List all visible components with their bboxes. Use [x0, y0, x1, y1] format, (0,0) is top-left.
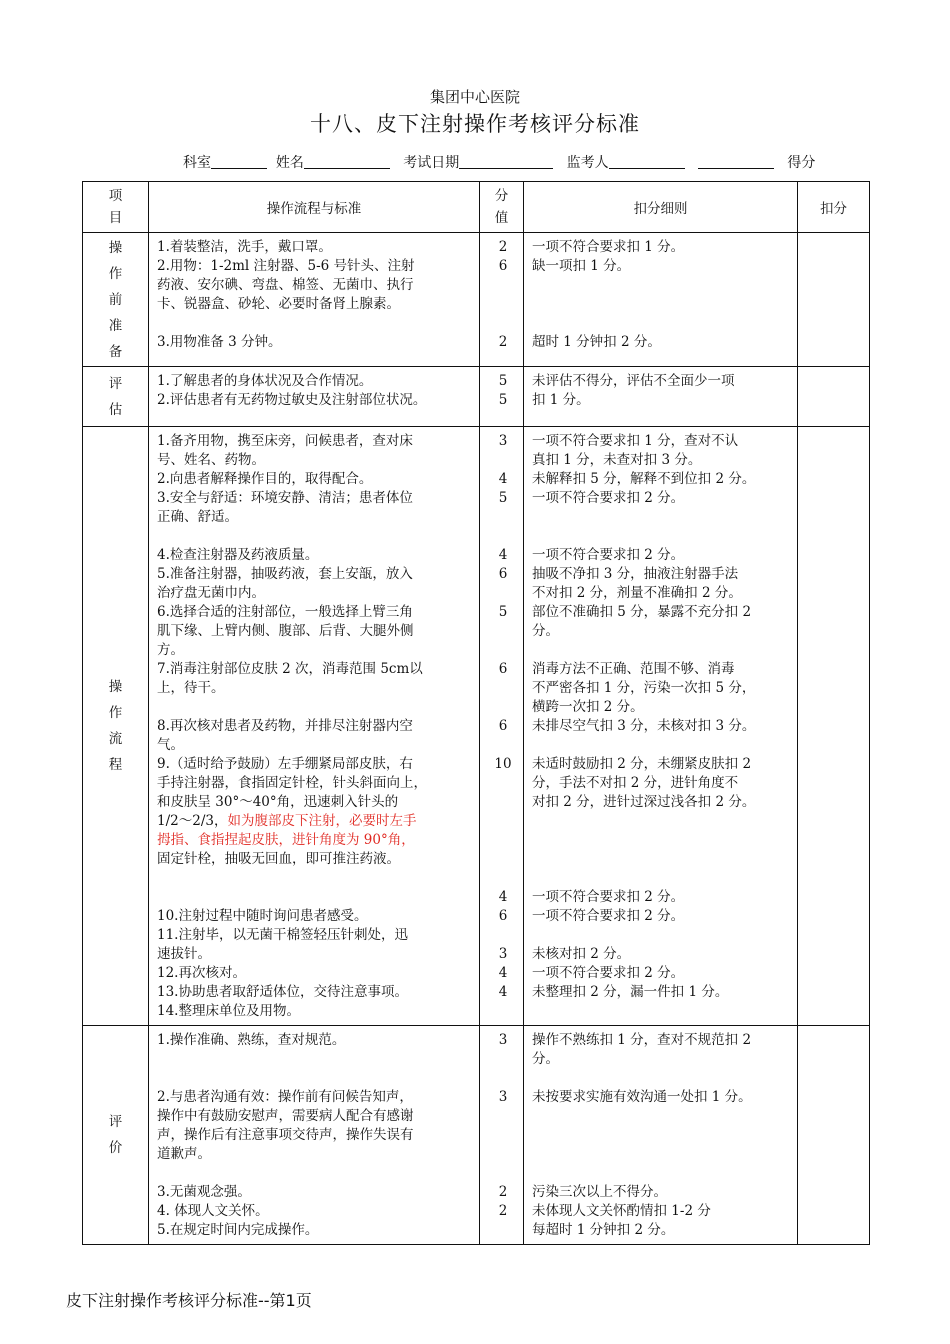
procedure-line: 方。 — [157, 642, 184, 658]
scoring-table — [82, 181, 870, 1245]
deduction-rule-line: 分，手法不对扣 2 分，进针角度不 — [532, 775, 739, 791]
score-value: 10 — [494, 756, 512, 772]
deduction-rule-cell — [524, 367, 798, 427]
score-value: 5 — [498, 604, 508, 620]
deduction-rule-line: 超时 1 分钟扣 2 分。 — [532, 334, 661, 350]
procedure-line: 10.注射过程中随时询问患者感受。 — [157, 908, 368, 924]
procedure-line: 9.（适时给予鼓励）左手绷紧局部皮肤，右 — [157, 756, 413, 772]
deduction-rule-line: 一项不符合要求扣 2 分。 — [532, 965, 685, 981]
deduction-rule-line: 扣 1 分。 — [532, 392, 590, 408]
deduction-rule-line: 抽吸不净扣 3 分，抽液注射器手法 — [532, 566, 739, 582]
table-header-row — [83, 182, 870, 233]
exam-date-label: 考试日期 — [403, 155, 460, 171]
section-row — [83, 427, 870, 1026]
deduction-rule-line: 一项不符合要求扣 1 分。 — [532, 239, 685, 255]
procedure-line: 14.整理床单位及用物。 — [157, 1003, 300, 1019]
procedure-line: 2.用物：1-2ml 注射器、5-6 号针头、注射 — [157, 258, 415, 274]
score-value: 4 — [498, 547, 508, 563]
score-label: 得分 — [787, 155, 816, 171]
section-row — [83, 367, 870, 427]
score-value: 3 — [498, 1089, 508, 1105]
exam-date-blank[interactable] — [459, 154, 553, 169]
procedure-line: 1/2～2/3，如为腹部皮下注射，必要时左手 — [157, 813, 417, 829]
section-category: 评估 — [83, 367, 149, 427]
section-category: 评价 — [83, 1026, 149, 1245]
deduction-rule-cell — [524, 233, 798, 367]
score-value: 2 — [498, 1203, 508, 1219]
col-deduction-rules: 扣分细则 — [524, 182, 798, 233]
section-category: 操作流程 — [83, 427, 149, 1026]
procedure-line: 卡、锐器盒、砂轮、必要时备肾上腺素。 — [157, 296, 400, 312]
col-item: 项目 — [83, 182, 149, 233]
procedure-line: 1.备齐用物，携至床旁，问候患者，查对床 — [157, 433, 413, 449]
deduction-rule-line: 部位不准确扣 5 分，暴露不充分扣 2 — [532, 604, 752, 620]
procedure-line: 1.着装整洁，洗手，戴口罩。 — [157, 239, 332, 255]
deduction-rule-line: 对扣 2 分，进针过深过浅各扣 2 分。 — [532, 794, 756, 810]
procedure-line: 3.无菌观念强。 — [157, 1184, 251, 1200]
deduction-rule-cell — [524, 1026, 798, 1245]
name-label: 姓名 — [275, 155, 304, 171]
score-value: 4 — [498, 965, 508, 981]
score-value: 5 — [498, 392, 508, 408]
deduction-rule-line: 未体现人文关怀酌情扣 1-2 分 — [532, 1203, 711, 1219]
section-row — [83, 1026, 870, 1245]
procedure-line: 2.向患者解释操作目的，取得配合。 — [157, 471, 373, 487]
deduction-rule-line: 一项不符合要求扣 2 分。 — [532, 490, 685, 506]
score-value: 6 — [498, 908, 508, 924]
deduction-rule-line: 未适时鼓励扣 2 分，未绷紧皮肤扣 2 — [532, 756, 752, 772]
deduction-rule-line: 一项不符合要求扣 2 分。 — [532, 547, 685, 563]
deduction-input-cell[interactable] — [798, 233, 870, 367]
department-label: 科室 — [183, 155, 211, 171]
deduction-rule-line: 分。 — [532, 623, 559, 639]
highlight-note: 如为腹部皮下注射，必要时左手 — [227, 813, 417, 829]
deduction-rule-line: 未按要求实施有效沟通一处扣 1 分。 — [532, 1089, 752, 1105]
procedure-line: 5.准备注射器，抽吸药液，套上安瓿，放入 — [157, 566, 413, 582]
col-score: 分值 — [480, 182, 524, 233]
procedure-line: 4.检查注射器及药液质量。 — [157, 547, 319, 563]
score-value: 2 — [498, 334, 508, 350]
procedure-line: 号、姓名、药物。 — [157, 452, 265, 468]
deduction-rule-line: 污染三次以上不得分。 — [532, 1184, 667, 1200]
deduction-rule-line: 未评估不得分，评估不全面少一项 — [532, 373, 735, 389]
procedure-line: 1.了解患者的身体状况及合作情况。 — [157, 373, 373, 389]
deduction-input-cell[interactable] — [798, 367, 870, 427]
score-value: 4 — [498, 889, 508, 905]
deduction-rule-cell — [524, 427, 798, 1026]
name-blank[interactable] — [304, 154, 390, 169]
deduction-rule-line: 消毒方法不正确、范围不够、消毒 — [532, 661, 735, 677]
score-value: 4 — [498, 984, 508, 1000]
procedure-line: 5.在规定时间内完成操作。 — [157, 1222, 319, 1238]
deduction-rule-line: 分。 — [532, 1051, 559, 1067]
procedure-line: 操作中有鼓励安慰声，需要病人配合有感谢 — [157, 1108, 414, 1124]
score-value: 6 — [498, 566, 508, 582]
procedure-cell — [149, 233, 480, 367]
procedure-line: 3.用物准备 3 分钟。 — [157, 334, 282, 350]
deduction-rule-line: 不对扣 2 分，剂量不准确扣 2 分。 — [532, 585, 742, 601]
deduction-rule-line: 未核对扣 2 分。 — [532, 946, 631, 962]
score-value: 4 — [498, 471, 508, 487]
procedure-line: 4. 体现人文关怀。 — [157, 1203, 269, 1219]
procedure-line: 2.评估患者有无药物过敏史及注射部位状况。 — [157, 392, 427, 408]
procedure-line: 8.再次核对患者及药物，并排尽注射器内空 — [157, 718, 413, 734]
procedure-line: 气。 — [157, 737, 184, 753]
deduction-rule-line: 每超时 1 分钟扣 2 分。 — [532, 1222, 675, 1238]
procedure-line: 手持注射器，食指固定针栓，针头斜面向上， — [157, 775, 427, 791]
procedure-cell — [149, 427, 480, 1026]
procedure-line: 声，操作后有注意事项交待声，操作失误有 — [157, 1127, 414, 1143]
procedure-line: 12.再次核对。 — [157, 965, 246, 981]
deduction-rule-line: 未整理扣 2 分，漏一件扣 1 分。 — [532, 984, 729, 1000]
procedure-line: 上，待干。 — [157, 680, 225, 696]
score-cell — [480, 427, 524, 1026]
hospital-name: 集团中心医院 — [429, 88, 520, 106]
score-cell — [480, 367, 524, 427]
score-value: 3 — [498, 1032, 508, 1048]
page-title: 十八、皮下注射操作考核评分标准 — [310, 112, 640, 136]
deduction-rule-line: 未解释扣 5 分，解释不到位扣 2 分。 — [532, 471, 756, 487]
procedure-line: 和皮肤呈 30°～40°角，迅速刺入针头的 — [157, 794, 399, 810]
procedure-line: 肌下缘、上臂内侧、腹部、后背、大腿外侧 — [157, 623, 414, 639]
section-row — [83, 233, 870, 367]
procedure-cell — [149, 367, 480, 427]
proctor-blank[interactable] — [609, 154, 685, 169]
score-value: 6 — [498, 661, 508, 677]
deduction-rule-line: 横跨一次扣 2 分。 — [532, 699, 644, 715]
score-value: 3 — [498, 946, 508, 962]
deduction-rule-line: 一项不符合要求扣 1 分，查对不认 — [532, 433, 739, 449]
procedure-line: 11.注射毕，以无菌干棉签轻压针刺处，迅 — [157, 927, 408, 943]
procedure-line: 速拔针。 — [157, 946, 211, 962]
score-value: 5 — [498, 490, 508, 506]
procedure-line: 道歉声。 — [157, 1146, 211, 1162]
procedure-line: 13.协助患者取舒适体位，交待注意事项。 — [157, 984, 408, 1000]
extra-blank[interactable] — [698, 154, 774, 169]
score-value: 5 — [498, 373, 508, 389]
page-footer: 皮下注射操作考核评分标准--第1页 — [66, 1291, 312, 1310]
deduction-input-cell[interactable] — [798, 427, 870, 1026]
proctor-label: 监考人 — [566, 155, 609, 171]
procedure-line: 1.操作准确、熟练，查对规范。 — [157, 1032, 346, 1048]
procedure-line: 药液、安尔碘、弯盘、棉签、无菌巾、执行 — [157, 277, 414, 293]
score-value: 6 — [498, 258, 508, 274]
procedure-line: 2.与患者沟通有效：操作前有问候告知声， — [157, 1089, 413, 1105]
procedure-cell — [149, 1026, 480, 1245]
deduction-rule-line: 未排尽空气扣 3 分，未核对扣 3 分。 — [532, 718, 756, 734]
score-cell — [480, 1026, 524, 1245]
score-value: 2 — [498, 1184, 508, 1200]
procedure-line: 3.安全与舒适：环境安静、清洁；患者体位 — [157, 490, 413, 506]
procedure-line: 6.选择合适的注射部位，一般选择上臂三角 — [157, 604, 413, 620]
procedure-line: 治疗盘无菌巾内。 — [157, 585, 265, 601]
deduction-rule-line: 不严密各扣 1 分，污染一次扣 5 分， — [532, 680, 756, 696]
score-value: 2 — [498, 239, 508, 255]
highlight-note: 拇指、食指捏起皮肤，进针角度为 90°角， — [157, 832, 415, 848]
section-category: 操作前准备 — [83, 233, 149, 367]
deduction-rule-line: 一项不符合要求扣 2 分。 — [532, 908, 685, 924]
deduction-rule-line: 缺一项扣 1 分。 — [532, 258, 631, 274]
score-cell — [480, 233, 524, 367]
score-value: 3 — [498, 433, 508, 449]
department-blank[interactable] — [211, 154, 267, 169]
procedure-line: 固定针栓，抽吸无回血，即可推注药液。 — [157, 851, 400, 867]
deduction-rule-line: 一项不符合要求扣 2 分。 — [532, 889, 685, 905]
deduction-rule-line: 真扣 1 分，未查对扣 3 分。 — [532, 452, 702, 468]
deduction-rule-line: 操作不熟练扣 1 分，查对不规范扣 2 — [532, 1032, 752, 1048]
procedure-line: 7.消毒注射部位皮肤 2 次，消毒范围 5cm以 — [157, 661, 423, 677]
score-value: 6 — [498, 718, 508, 734]
exam-info-line — [183, 152, 815, 172]
col-procedure: 操作流程与标准 — [149, 182, 480, 233]
deduction-input-cell[interactable] — [798, 1026, 870, 1245]
col-deduction: 扣分 — [798, 182, 870, 233]
procedure-line: 正确、舒适。 — [157, 509, 238, 525]
